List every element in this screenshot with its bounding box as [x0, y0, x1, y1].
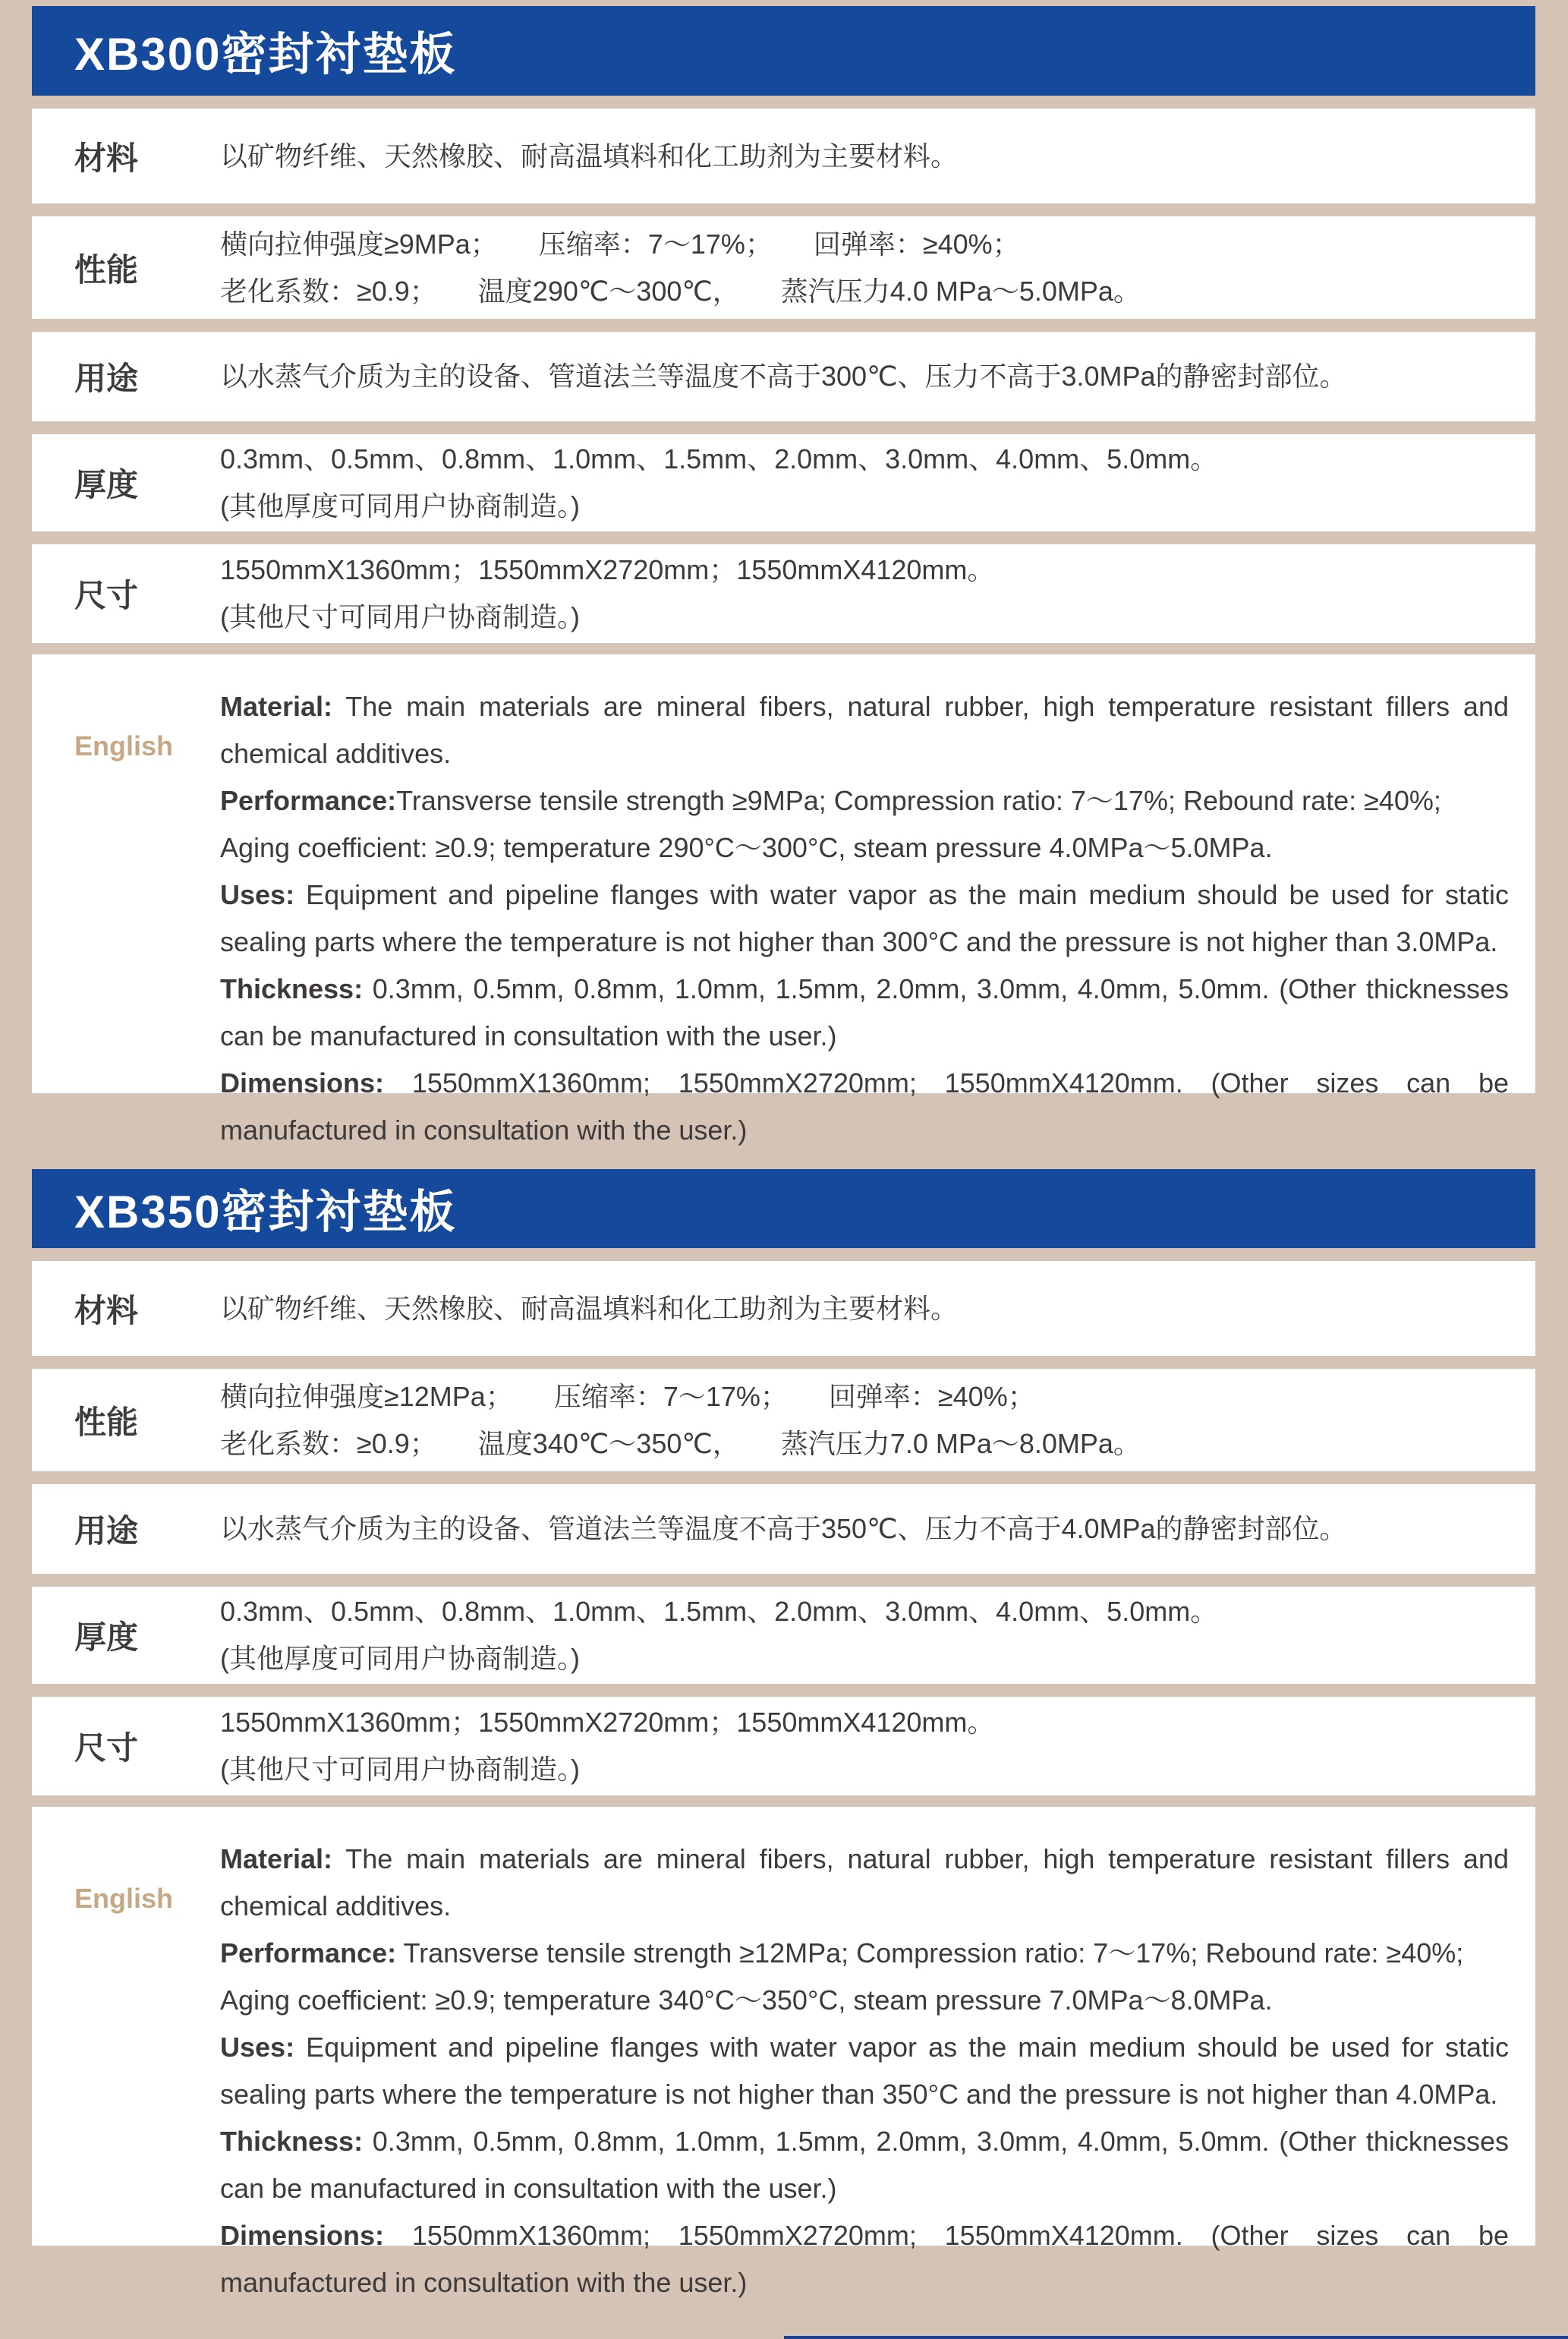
spec-row-thickness [32, 1587, 1535, 1684]
english-label: English [74, 730, 174, 761]
spec-line: (其他尺寸可同用户协商制造。) [220, 601, 580, 632]
spec-line: 横向拉伸强度≥12MPa； 压缩率：7～17%； 回弹率：≥40%； [220, 1380, 1035, 1412]
spec-row-uses [32, 1484, 1535, 1574]
spec-line: (其他尺寸可同用户协商制造。) [220, 1754, 580, 1785]
section-header [32, 1169, 1535, 1248]
spec-value [220, 1285, 1509, 1332]
spec-line: (其他厚度可同用户协商制造。) [220, 1643, 580, 1674]
spec-row-material [32, 109, 1535, 203]
spec-value [220, 133, 1509, 180]
spec-value [220, 1588, 1509, 1682]
spec-label: 用途 [74, 361, 139, 396]
spec-value [220, 353, 1509, 400]
spec-label: 厚度 [74, 467, 139, 503]
spec-line: 以水蒸气介质为主的设备、管道法兰等温度不高于300℃、压力不高于3.0MPa的静密封部位。 [220, 361, 1347, 392]
product-section-xb350 [32, 1169, 1535, 2298]
english-paragraph: Dimensions: 1550mmX1360mm; 1550mmX2720mm; 1550mmX4120mm. (Other sizes can be manufactured in consultation with the user.) [220, 1067, 1509, 1146]
spec-row-thickness [32, 434, 1535, 531]
spec-value [220, 547, 1509, 641]
english-paragraph: Thickness: 0.3mm, 0.5mm, 0.8mm, 1.0mm, 1.5mm, 2.0mm, 3.0mm, 4.0mm, 5.0mm. (Other thicknesses can be manufactured in consultation with the user.) [220, 2126, 1509, 2204]
spec-label: 材料 [74, 1292, 139, 1329]
spec-line: 老化系数：≥0.9； 温度340℃～350℃， 蒸汽压力7.0 MPa～8.0MPa。 [220, 1427, 1141, 1459]
spec-line: 1550mmX1360mm；1550mmX2720mm；1550mmX4120mm。 [220, 554, 995, 585]
spec-value [220, 1373, 1509, 1467]
spec-row-dimensions [32, 1697, 1535, 1795]
spec-label: 性能 [74, 251, 139, 288]
spec-row-performance [32, 1369, 1535, 1471]
english-paragraph: Uses: Equipment and pipeline flanges with water vapor as the main medium should be used for static sealing parts where the temperature is not higher than 350°C and the pressure is not higher than 4.0MPa. [220, 2032, 1509, 2110]
spec-row-material [32, 1261, 1535, 1356]
spec-label: 厚度 [74, 1619, 139, 1655]
english-text [220, 683, 1509, 1154]
english-paragraph: Material: The main materials are mineral fibers, natural rubber, high temperature resistant fillers and chemical additives. [220, 691, 1509, 769]
spec-row-uses [32, 332, 1535, 421]
section-title: XB300密封衬垫板 [74, 29, 457, 80]
spec-value [220, 1505, 1509, 1553]
english-label: English [74, 1883, 174, 1914]
spec-line: 以矿物纤维、天然橡胶、耐高温填料和化工助剂为主要材料。 [220, 140, 959, 172]
english-paragraph: Aging coefficient: ≥0.9; temperature 290°C～300°C, steam pressure 4.0MPa～5.0MPa. [220, 832, 1273, 863]
spec-label: 尺寸 [74, 1730, 139, 1766]
section-title: XB350密封衬垫板 [74, 1187, 457, 1237]
spec-label: 用途 [74, 1513, 139, 1549]
spec-line: 横向拉伸强度≥9MPa； 压缩率：7～17%； 回弹率：≥40%； [220, 228, 1020, 260]
spec-label: 材料 [74, 140, 139, 176]
spec-line: 以水蒸气介质为主的设备、管道法兰等温度不高于350℃、压力不高于4.0MPa的静密封部位。 [220, 1513, 1347, 1544]
english-paragraph: Thickness: 0.3mm, 0.5mm, 0.8mm, 1.0mm, 1.5mm, 2.0mm, 3.0mm, 4.0mm, 5.0mm. (Other thicknesses can be manufactured in consultation with the user.) [220, 973, 1509, 1051]
spec-line: 1550mmX1360mm；1550mmX2720mm；1550mmX4120mm。 [220, 1707, 995, 1738]
spec-row-dimensions [32, 544, 1535, 643]
spec-line: 以矿物纤维、天然橡胶、耐高温填料和化工助剂为主要材料。 [220, 1292, 959, 1324]
spec-label: 尺寸 [74, 578, 139, 613]
spec-line: 0.3mm、0.5mm、0.8mm、1.0mm、1.5mm、2.0mm、3.0mm、4.0mm、5.0mm。 [220, 1596, 1218, 1627]
product-section-xb300 [32, 6, 1535, 1146]
spec-line: (其他厚度可同用户协商制造。) [220, 490, 580, 522]
spec-value [220, 221, 1509, 315]
section-header [32, 6, 1535, 96]
english-block [32, 1807, 1535, 2298]
page-edge-accent [784, 2336, 1568, 2339]
english-paragraph: Performance:Transverse tensile strength ≥9MPa; Compression ratio: 7～17%; Rebound rate: ≥40%; [220, 785, 1441, 816]
spec-line: 0.3mm、0.5mm、0.8mm、1.0mm、1.5mm、2.0mm、3.0mm、4.0mm、5.0mm。 [220, 443, 1218, 474]
english-paragraph: Aging coefficient: ≥0.9; temperature 340°C～350°C, steam pressure 7.0MPa～8.0MPa. [220, 1984, 1273, 2016]
english-text [220, 1836, 1509, 2306]
spec-label: 性能 [74, 1404, 139, 1440]
english-paragraph: Dimensions: 1550mmX1360mm; 1550mmX2720mm; 1550mmX4120mm. (Other sizes can be manufactured in consultation with the user.) [220, 2220, 1509, 2298]
spec-value [220, 1699, 1509, 1793]
english-paragraph: Material: The main materials are mineral fibers, natural rubber, high temperature resistant fillers and chemical additives. [220, 1843, 1509, 1921]
spec-row-performance [32, 216, 1535, 319]
spec-line: 老化系数：≥0.9； 温度290℃～300℃， 蒸汽压力4.0 MPa～5.0MPa。 [220, 275, 1141, 307]
english-paragraph: Uses: Equipment and pipeline flanges with water vapor as the main medium should be used for static sealing parts where the temperature is not higher than 300°C and the pressure is not higher than 3.0MPa. [220, 879, 1509, 957]
spec-value [220, 436, 1509, 530]
english-block [32, 654, 1535, 1146]
english-paragraph: Performance: Transverse tensile strength ≥12MPa; Compression ratio: 7～17%; Rebound rate: ≥40%; [220, 1937, 1464, 1969]
